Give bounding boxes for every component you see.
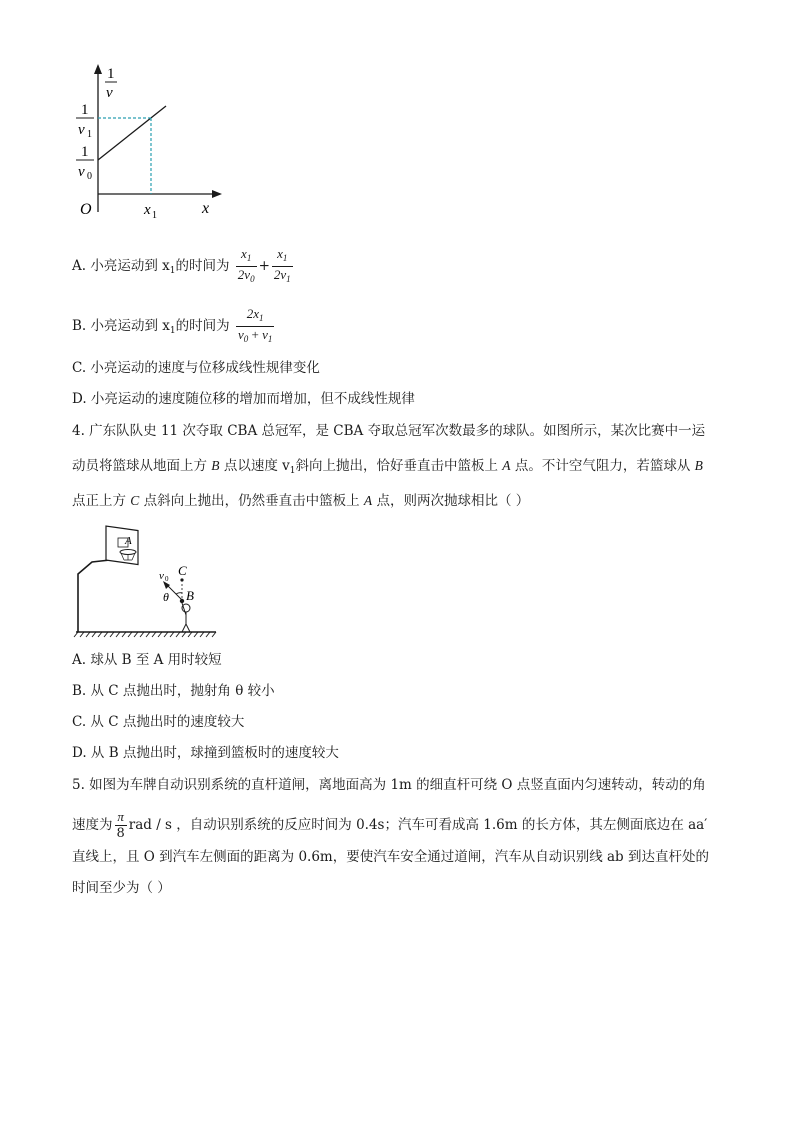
x1-label-sub: 1 <box>152 210 157 221</box>
y1-label-den: v <box>78 122 85 138</box>
v0-sub: 0 <box>165 575 169 583</box>
q4-option-c: C. 从 C 点抛出时的速度较大 <box>72 714 245 730</box>
q5-line-3: 直线上，且 O 到汽车左侧面的距离为 0.6m，要使汽车安全通过道闸，汽车从自动识别线 ab 到达直杆处的 <box>72 849 709 865</box>
backboard <box>106 526 138 564</box>
point-b-label: B <box>186 588 194 603</box>
hoop-pole <box>78 560 110 632</box>
q3-option-b: B. 小亮运动到 $x_1$的时间为 $\frac{2x_1}{v_0 + v_1}$ <box>72 306 276 347</box>
ground-hatch <box>74 632 216 637</box>
option-a-fraction-1: $\frac{x_1}{2v_0}$ <box>237 246 255 284</box>
option-b-fraction: $\frac{2x_1}{v_0 + v_1}$ <box>237 306 273 344</box>
q4-line-3: 点正上方 C 点斜向上抛出，仍然垂直击中篮板上 A 点，则两次抛球相比（ ） <box>72 493 530 509</box>
y0-label-num: 1 <box>81 144 89 160</box>
q3-option-c: C. 小亮运动的速度与位移成线性规律变化 <box>72 360 320 376</box>
angular-speed-fraction: $\frac{\pi}{8}$ <box>116 809 125 841</box>
q5-line-4: 时间至少为（ ） <box>72 880 171 896</box>
theta-label: θ <box>163 590 169 604</box>
ball-b <box>180 599 184 603</box>
x1-label: x <box>144 202 151 218</box>
inverse-velocity-graph <box>70 62 230 222</box>
basketball-figure <box>70 522 220 640</box>
option-a-fraction-2: $\frac{x_1}{2v_1}$ <box>273 246 291 284</box>
origin-label: O <box>80 201 92 218</box>
q4-line-2: 动员将篮球从地面上方 B 点以速度 $v_1$斜向上抛出，恰好垂直击中篮板上 A 点。不计空气阻力，若篮球从 B <box>72 458 703 476</box>
y1-label-sub: 1 <box>87 129 92 140</box>
q5-line-2: 速度为 $\frac{\pi}{8}$ rad / s ，自动识别系统的反应时间为 0.4s；汽车可看成高 1.6m 的长方体，其左侧面底边在 aa′ <box>72 809 708 841</box>
y-axis-label-num: 1 <box>107 66 115 82</box>
x-axis-label: x <box>202 200 210 217</box>
q4-line-1: 4. 广东队队史 11 次夺取 CBA 总冠军，是 CBA 夺取总冠军次数最多的球队。如图所示，某次比赛中一运 <box>72 423 706 439</box>
v0-label: v <box>159 570 164 582</box>
y1-label-num: 1 <box>81 102 89 118</box>
q4-option-d: D. 从 B 点抛出时，球撞到篮板时的速度较大 <box>72 745 339 761</box>
y-axis-label-den: v <box>106 85 113 101</box>
q3-option-a: A. 小亮运动到 $x_1$的时间为 $\frac{x_1}{2v_0}$ + $\frac{x_1}{2v_1}$ <box>72 246 295 287</box>
q3-option-d: D. 小亮运动的速度随位移的增加而增加，但不成线性规律 <box>72 391 415 407</box>
y-axis-arrow <box>94 64 102 74</box>
q5-line-1: 5. 如图为车牌自动识别系统的直杆道闸，离地面高为 1m 的细直杆可绕 O 点竖直面内匀速转动，转动的角 <box>72 777 706 793</box>
point-a-label: A <box>125 535 132 547</box>
q4-option-b: B. 从 C 点抛出时，抛射角 θ 较小 <box>72 683 275 699</box>
x-axis-arrow <box>212 190 222 198</box>
q4-option-a: A. 球从 B 至 A 用时较短 <box>72 652 222 668</box>
point-c <box>180 578 183 581</box>
y0-label-den: v <box>78 164 85 180</box>
y0-label-sub: 0 <box>87 171 92 182</box>
player-figure <box>182 603 190 632</box>
point-c-label: C <box>178 563 187 578</box>
graph-line <box>98 106 166 160</box>
